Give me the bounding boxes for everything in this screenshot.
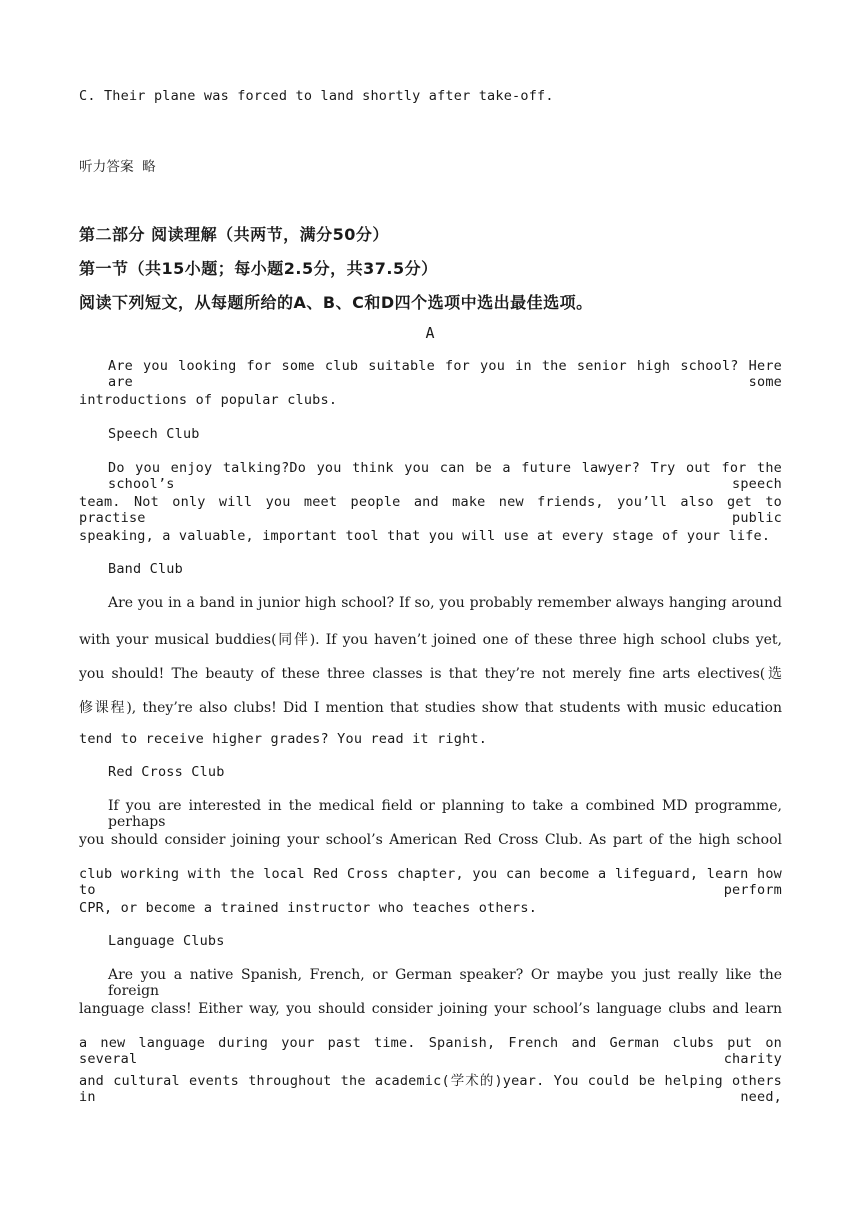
part2-title: 第二部分 阅读理解（共两节，满分50分）	[79, 225, 389, 244]
passage-line: If you are interested in the medical field or planning to take a combined MD programme, perhaps	[108, 798, 782, 830]
club-heading-band: Band Club	[108, 561, 183, 577]
listening-option-c: C. Their plane was forced to land shortly after take-off.	[79, 88, 554, 104]
passage-line: language class! Either way, you should consider joining your school’s language clubs and learn	[79, 1001, 782, 1017]
passage-line: team. Not only will you meet people and make new friends, you’ll also get to practise public	[79, 494, 782, 526]
passage-line: Are you in a band in junior high school? If so, you probably remember always hanging around	[108, 595, 782, 611]
passage-line: 修课程), they’re also clubs! Did I mention that studies show that students with music education	[79, 700, 782, 716]
passage-line: speaking, a valuable, important tool that you will use at every stage of your life.	[79, 528, 771, 544]
passage-line: CPR, or become a trained instructor who teaches others.	[79, 900, 538, 916]
passage-line: a new language during your past time. Spanish, French and German clubs put on several charity	[79, 1035, 782, 1067]
passage-line: club working with the local Red Cross chapter, you can become a lifeguard, learn how to perform	[79, 866, 782, 898]
club-heading-language: Language Clubs	[108, 933, 225, 949]
listening-answer-label: 听力答案 略	[79, 159, 156, 175]
passage-line: tend to receive higher grades? You read it right.	[79, 731, 488, 747]
passage-line: you should consider joining your school’s American Red Cross Club. As part of the high school	[79, 832, 782, 848]
passage-line: Are you a native Spanish, French, or German speaker? Or maybe you just really like the foreign	[108, 967, 782, 999]
club-heading-red-cross: Red Cross Club	[108, 764, 225, 780]
passage-letter: A	[425, 324, 435, 342]
passage-line: Do you enjoy talking?Do you think you can be a future lawyer? Try out for the school’s speech	[108, 460, 782, 492]
passage-line: and cultural events throughout the academic(学术的)year. You could be helping others in need,	[79, 1073, 782, 1105]
passage-line: introductions of popular clubs.	[79, 392, 338, 408]
passage-line: you should! The beauty of these three classes is that they’re not merely fine arts electives(选	[79, 666, 782, 682]
passage-line: with your musical buddies(同伴). If you haven’t joined one of these three high school clubs yet,	[79, 632, 782, 648]
club-heading-speech: Speech Club	[108, 426, 200, 442]
passage-line: Are you looking for some club suitable for you in the senior high school? Here are some	[108, 358, 782, 390]
section1-title: 第一节（共15小题；每小题2.5分，共37.5分）	[79, 259, 438, 278]
instruction-text: 阅读下列短文，从每题所给的A、B、C和D四个选项中选出最佳选项。	[79, 293, 593, 312]
